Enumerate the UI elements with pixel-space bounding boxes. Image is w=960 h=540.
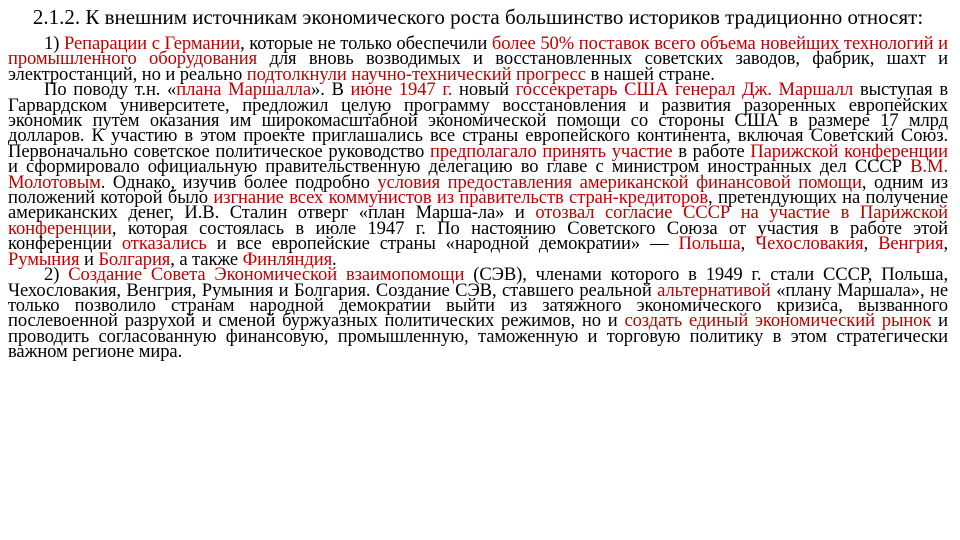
highlighted-text: Чехословакия (755, 233, 864, 255)
text-run: «плану Маршала», не только позволило странам народной демократии выйти из затяжного экономического кризиса, вызванного послевоенной разрухой и сменой буржуазных политических режимов, но и (8, 279, 948, 332)
highlighted-text: более 50% поставок всего объема новейших технологий и промышленного оборудования (8, 33, 948, 70)
highlighted-text: В.М. Молотовым (8, 156, 948, 193)
text-run: 1) (44, 33, 64, 54)
slide-body (8, 33, 949, 363)
highlighted-text: Создание Совета Экономической взаимопомощи (68, 264, 465, 286)
highlighted-text: отказались (121, 233, 207, 255)
text-run: , а также (170, 248, 243, 270)
text-run: (СЭВ), членами которого в 1949 г. стали СССР, Польша, Чехословакия, Венгрия, Румыния и Болгария. Создание СЭВ, ставшего реальной (8, 264, 948, 301)
text-run: , (943, 233, 948, 255)
highlighted-text: плана Маршалла (176, 79, 311, 101)
highlighted-text: изгнание всех коммунистов из правительств стран-кредиторов (213, 187, 709, 209)
text-run: , одним из положений которой было (8, 171, 948, 209)
text-run: для вновь возводимых и восстановленных советских заводов, фабрик, шахт и электростанций, но и реально (8, 48, 949, 85)
text-run: ». В (311, 79, 351, 101)
highlighted-text: условия предоставления американской финансовой помощи (377, 171, 862, 193)
slide-title: 2.1.2. К внешним источникам экономического роста большинство историков традиционно относят: (32, 5, 924, 29)
text-run: и проводить согласованную финансовую, промышленную, таможенную и торговую политику в этом стратегически важном регионе мира. (8, 310, 948, 363)
highlighted-text: альтернативой (657, 279, 771, 301)
highlighted-text: госсекретарь США генерал Дж. Маршалл (515, 79, 854, 101)
text-run: , претендующих на получение американских денег, И.В. Сталин отверг «план Марша-ла» и (8, 187, 948, 224)
highlighted-text: подтолкнули научно-технический прогресс (246, 63, 586, 85)
paragraph-1 (8, 33, 949, 85)
highlighted-text: предполагало принять участие (429, 140, 673, 162)
highlighted-text: отозвал согласие СССР на участие в Парижской конференции (8, 202, 948, 239)
highlighted-text: Болгария (98, 248, 171, 270)
highlighted-text: июне 1947 г. (350, 79, 453, 101)
text-run: новый (452, 79, 516, 101)
paragraph-2 (8, 79, 949, 270)
text-run: , (863, 233, 879, 255)
text-run: в нашей стране. (585, 63, 715, 85)
highlighted-text: Польша (678, 233, 741, 255)
text-run: . Однако, изучив более подробно (100, 171, 378, 193)
text-run: По поводу т.н. « (44, 79, 177, 101)
text-run: и сформировало официальную правительственную делегацию во главе с министром иностранных дел СССР (8, 156, 911, 178)
highlighted-text: Парижской конференции (750, 140, 949, 162)
highlighted-text: Румыния (8, 248, 80, 270)
text-run: , которая состоялась в июле 1947 г. По настоянию Советского Союза от участия в работе этой конференции (8, 217, 948, 255)
text-run: , (740, 233, 756, 255)
text-run: 2) (44, 264, 69, 286)
highlighted-text: Финляндия (242, 248, 333, 270)
text-run: выступая в Гарвардском университете, предложил целую программу восстановления и развития разоренных европейских экономик путем оказания им широкомасштабной экономической помощи со стороны США в размере 17 млрд долларов. К участию в этом проекте приглашались все страны европейского континента, включая Советский Союз. Первоначально советское политическое руководство (8, 79, 948, 162)
text-run: и (79, 248, 99, 270)
text-run: , которые не только обеспечили (240, 33, 492, 54)
highlighted-text: создать единый экономический рынок (624, 310, 932, 332)
text-run: . (332, 248, 337, 270)
highlighted-text: Репарации с Германии (63, 33, 241, 54)
text-run: и все европейские страны «народной демократии» — (206, 233, 679, 255)
text-run: в работе (672, 140, 751, 162)
paragraph-3 (8, 264, 948, 363)
highlighted-text: Венгрия (878, 233, 944, 255)
